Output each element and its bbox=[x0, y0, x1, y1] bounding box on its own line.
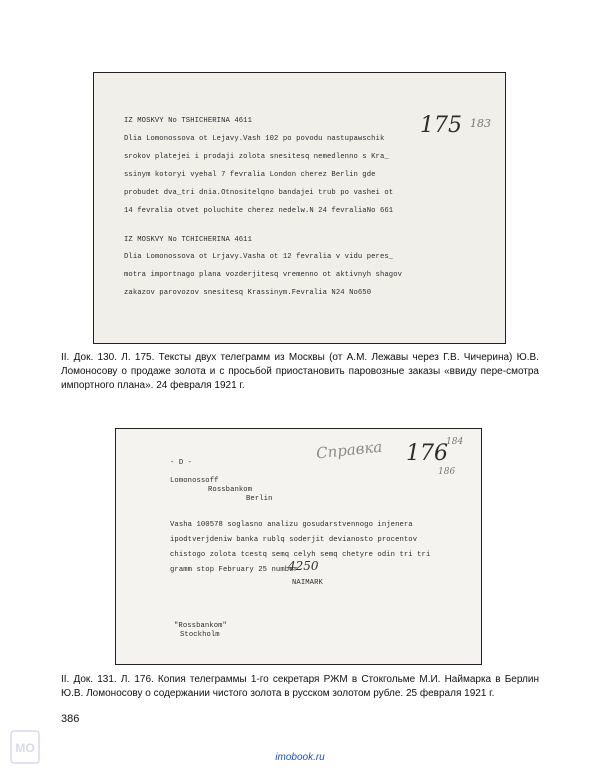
telegram1-line: 14 fevralia otvet poluchite cherez nedelw.N 24 fevraliaNo 661 bbox=[124, 207, 394, 215]
document-131-image bbox=[115, 428, 482, 665]
handwritten-side-number: 184 bbox=[446, 437, 464, 447]
addressee: Lomonossoff bbox=[170, 477, 219, 485]
handwritten-note: Справка bbox=[315, 437, 384, 463]
sender-line: "Rossbankom" bbox=[174, 622, 227, 630]
telegram2-line: motra importnago plana vozderjitesq vremenno ot aktivnyh shagov bbox=[124, 271, 403, 279]
footer-site-link[interactable]: imobook.ru bbox=[275, 752, 325, 763]
telegram-marker: - D - bbox=[170, 459, 193, 467]
telegram2-line: zakazov parovozov snesitesq Krassinym.Fevralia N24 No650 bbox=[124, 289, 372, 297]
handwritten-telegram-number: 4250 bbox=[288, 559, 319, 573]
telegram-body-line: ipodtverjdeniw banka rublq soderjit devianosto procentov bbox=[170, 536, 418, 544]
telegram1-line: srokov platejei i prodaji zolota snesitesq nemedlenno s Kra_ bbox=[124, 153, 389, 161]
telegram-body-line: Vasha 100578 soglasno analizu gosudarstvennogo injenera bbox=[170, 521, 413, 529]
sender-line: Stockholm bbox=[180, 631, 220, 639]
telegram-body-line: gramm stop February 25 number bbox=[170, 566, 298, 574]
handwritten-side-number: 183 bbox=[470, 117, 491, 130]
telegram1-line: ssinym kotoryi vyehal 7 fevralia London cherez Berlin gde bbox=[124, 171, 376, 179]
caption-document-130: II. Док. 130. Л. 175. Тексты двух телеграмм из Москвы (от А.М. Лежавы через Г.В. Чичерина) Ю.В. Ломоносову о продаже золота и с просьбой приостановить паровозные заказы «ввиду пере-смотра импортного плана». 24 февраля 1921 г. bbox=[61, 352, 539, 391]
telegram2-line: IZ MOSKVY No TCHICHERINA 4611 bbox=[124, 236, 252, 244]
telegram1-line: Dlia Lomonossova ot Lejavy.Vash 102 po povodu nastupawschik bbox=[124, 135, 385, 143]
addressee-bank: Rossbankom bbox=[208, 486, 253, 494]
svg-text:МО: МО bbox=[15, 741, 35, 755]
handwritten-page-number: 175 bbox=[420, 113, 462, 138]
telegram-body-line: chistogo zolota tcestq semq celyh semq chetyre odin tri tri bbox=[170, 551, 431, 559]
handwritten-side-number: 186 bbox=[438, 467, 456, 477]
addressee-city: Berlin bbox=[246, 495, 273, 503]
page-number: 386 bbox=[61, 713, 80, 725]
caption-document-131: II. Док. 131. Л. 176. Копия телеграммы 1-го секретаря РЖМ в Стокгольме М.И. Наймарка в Берлин Ю.В. Ломоносову о содержании чистого золота в русском золотом рубле. 25 февраля 1921 г. bbox=[61, 674, 539, 699]
telegram1-line: IZ MOSKVY No TSHICHERINA 4611 bbox=[124, 117, 252, 125]
telegram1-line: probudet dva_tri dnia.Otnositelqno bandajei trub po vashei ot bbox=[124, 189, 394, 197]
telegram2-line: Dlia Lomonossova ot Lrjavy.Vasha ot 12 fevralia v vidu peres_ bbox=[124, 253, 394, 261]
document-130-image bbox=[93, 72, 506, 344]
handwritten-page-number: 176 bbox=[406, 441, 448, 466]
signature: NAIMARK bbox=[292, 579, 323, 587]
